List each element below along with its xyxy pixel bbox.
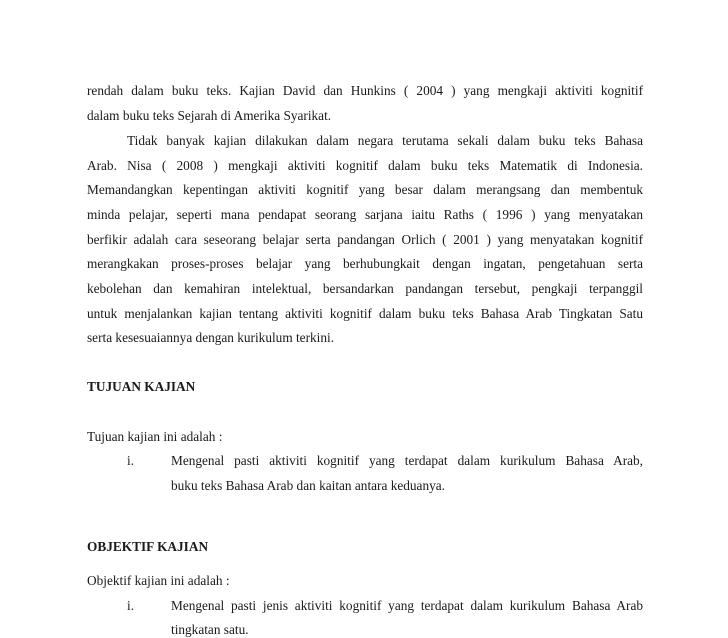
paragraph-line: untuk menjalankan kajian tentang aktiviti kognitif dalam buku teks Bahasa Arab Tingkatan Satu bbox=[87, 306, 643, 321]
list-item-line: tingkatan satu. bbox=[171, 622, 249, 637]
paragraph-line: serta kesesuaiannya dengan kurikulum terkini. bbox=[87, 330, 335, 345]
paragraph-line: rendah dalam buku teks. Kajian David dan Hunkins ( 2004 ) yang mengkaji aktiviti kognitif bbox=[87, 83, 643, 98]
paragraph-line: Arab. Nisa ( 2008 ) mengkaji aktiviti kognitif dalam buku teks Matematik di Indonesia. bbox=[87, 158, 643, 173]
list-item-number: i. bbox=[127, 453, 135, 468]
paragraph-line: berfikir adalah cara seseorang belajar serta pandangan Orlich ( 2001 ) yang menyatakan kognitif bbox=[87, 232, 643, 247]
paragraph-line: dalam buku teks Sejarah di Amerika Syarikat. bbox=[87, 108, 332, 123]
paragraph-line: kebolehan dan kemahiran intelektual, bersandarkan pandangan tersebut, pengkaji terpanggil bbox=[87, 281, 643, 296]
section-heading-tujuan: TUJUAN KAJIAN bbox=[87, 379, 196, 394]
objektif-intro: Objektif kajian ini adalah : bbox=[87, 573, 230, 588]
list-item-line: buku teks Bahasa Arab dan kaitan antara keduanya. bbox=[171, 478, 445, 493]
list-item-line: Mengenal pasti aktiviti kognitif yang terdapat dalam kurikulum Bahasa Arab, bbox=[171, 453, 643, 468]
section-heading-objektif: OBJEKTIF KAJIAN bbox=[87, 539, 209, 554]
paragraph-line: Tidak banyak kajian dilakukan dalam negara terutama sekali dalam buku teks Bahasa bbox=[127, 133, 643, 148]
paragraph-line: minda pelajar, seperti mana pendapat seorang sarjana iaitu Raths ( 1996 ) yang menyatakan bbox=[87, 207, 643, 222]
paragraph-line: Memandangkan kepentingan aktiviti kognitif yang besar dalam merangsang dan membentuk bbox=[87, 182, 643, 197]
list-item-number: i. bbox=[127, 598, 135, 613]
list-item-line: Mengenal pasti jenis aktiviti kognitif yang terdapat dalam kurikulum Bahasa Arab bbox=[171, 598, 643, 613]
tujuan-intro: Tujuan kajian ini adalah : bbox=[87, 429, 223, 444]
paragraph-line: merangkakan proses-proses belajar yang berhubungkait dengan ingatan, pengetahuan serta bbox=[87, 256, 643, 271]
